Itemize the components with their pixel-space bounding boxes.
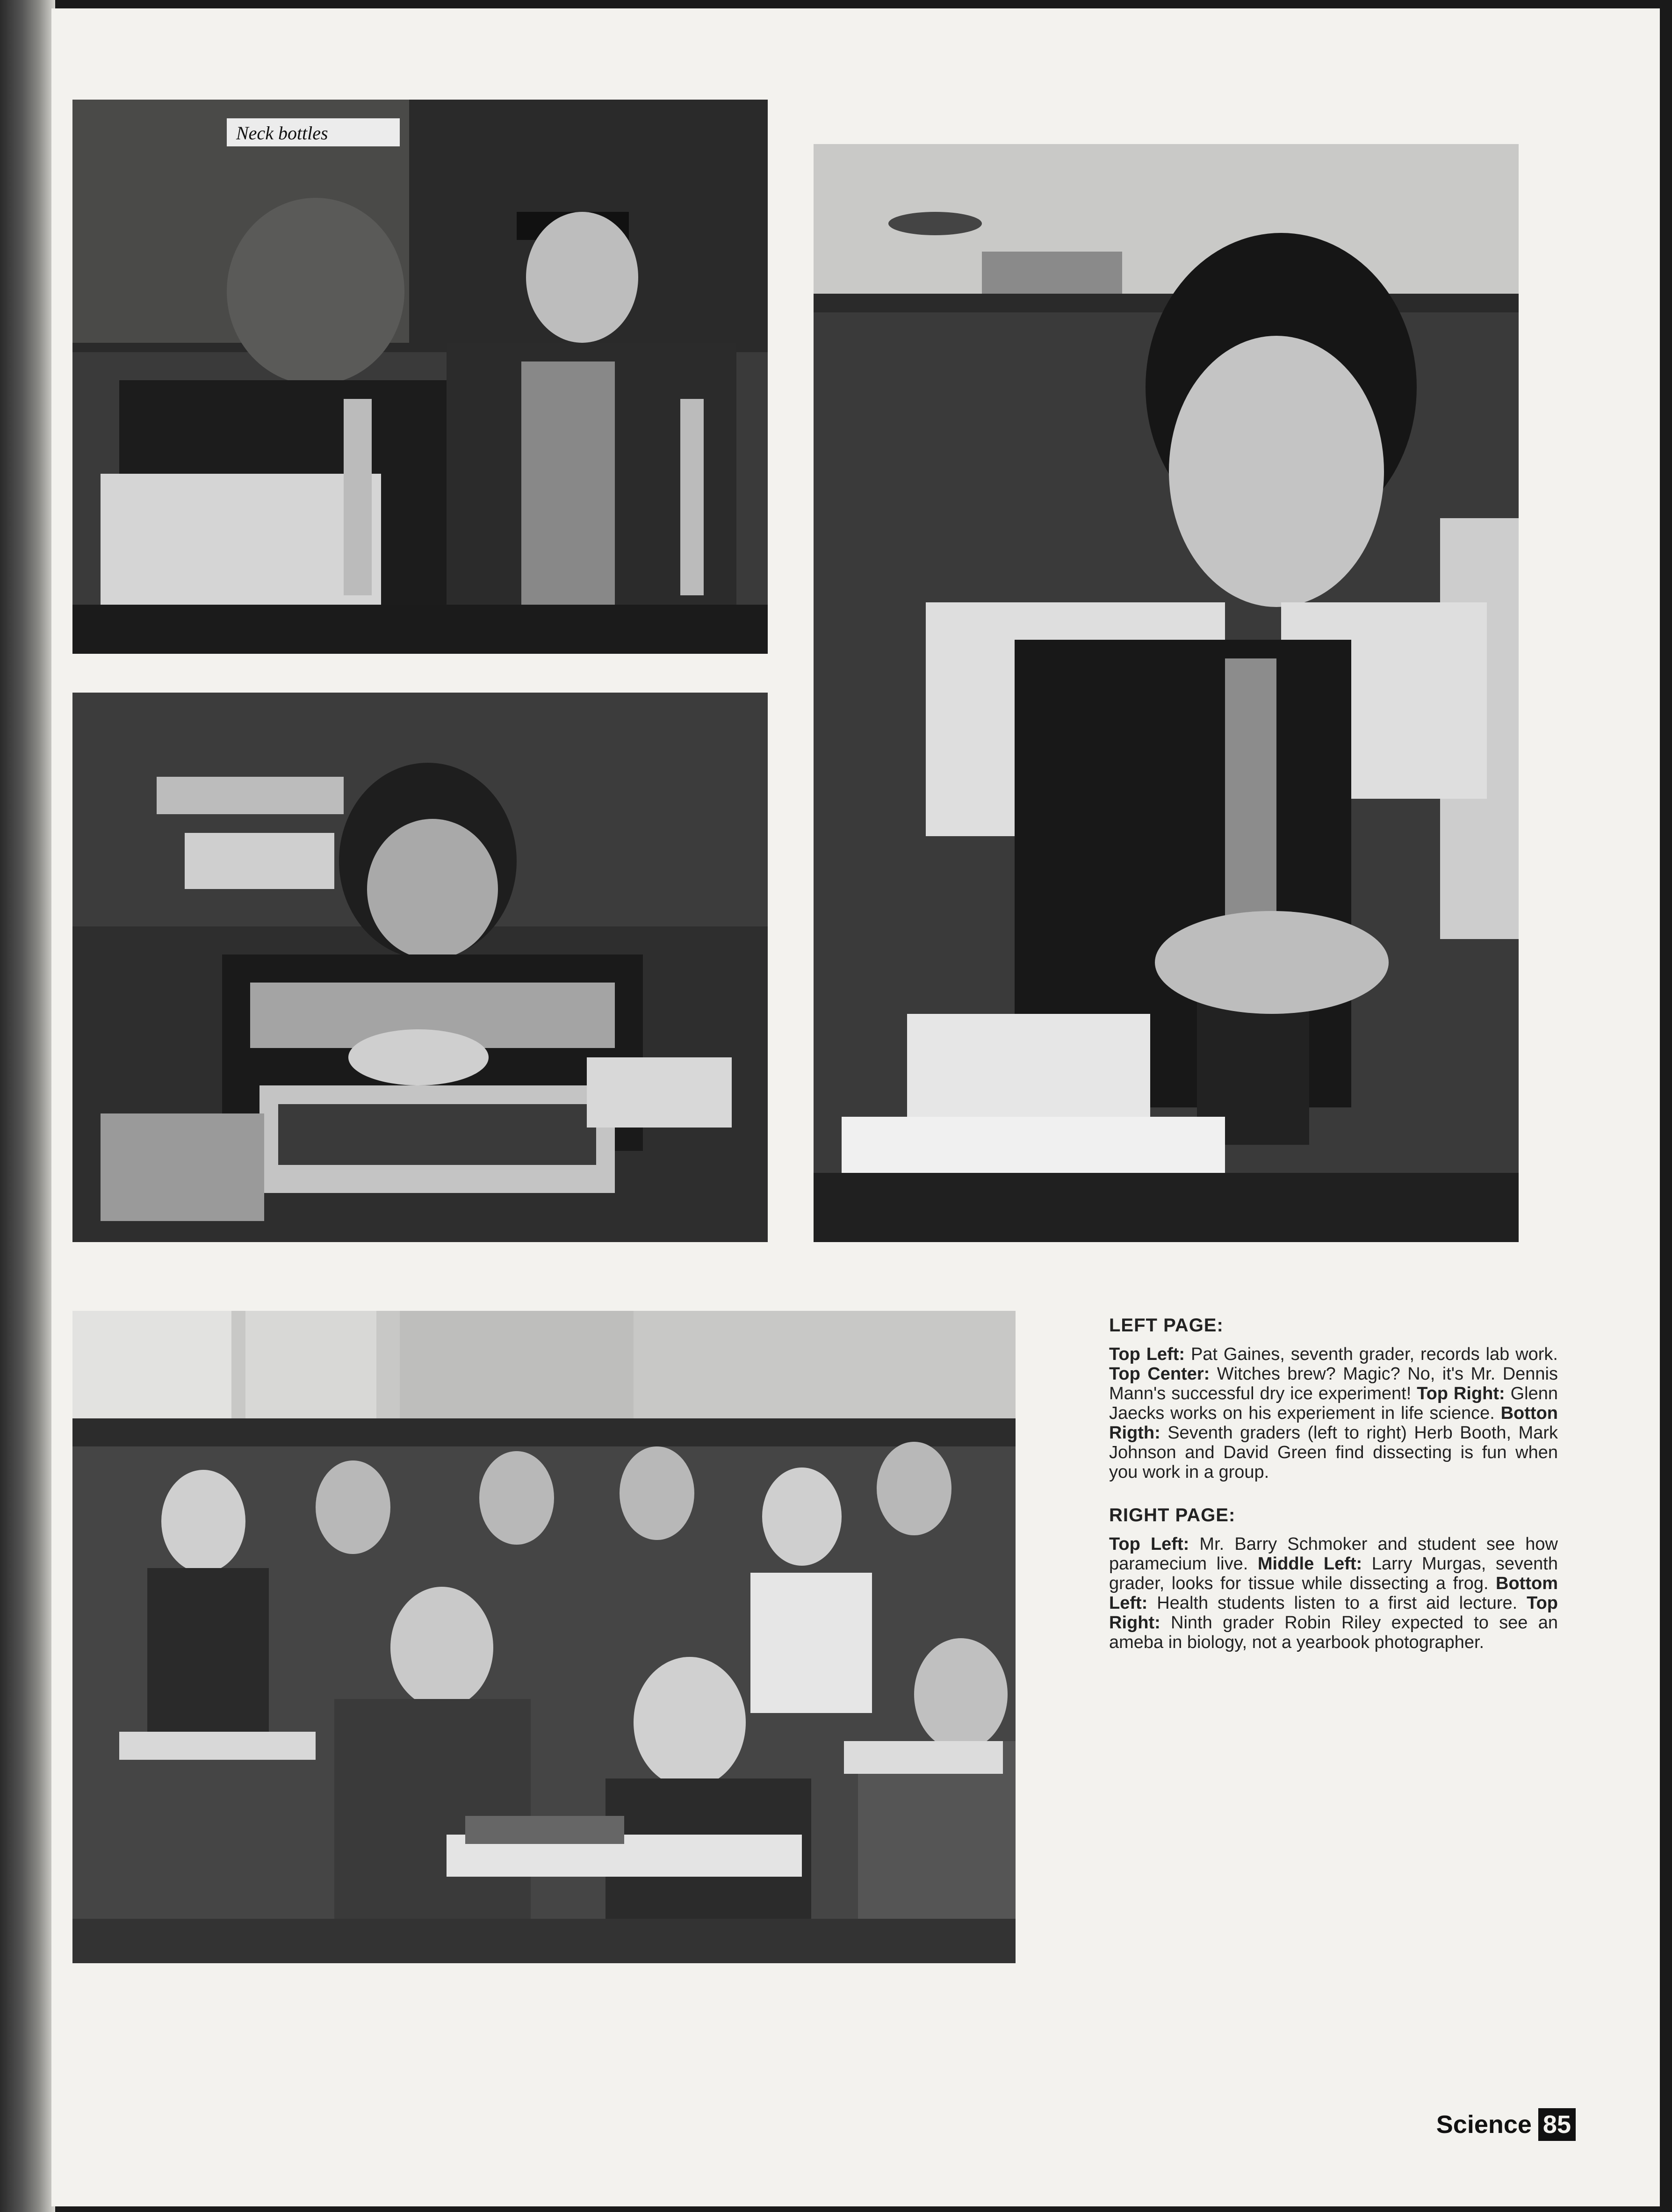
caption-text: Health students listen to a first aid lecture. xyxy=(1147,1593,1527,1613)
left-page-heading: LEFT PAGE: xyxy=(1109,1315,1224,1336)
photo-health-class xyxy=(72,1311,1016,1963)
photo-dissecting-frog xyxy=(72,693,768,1242)
yearbook-page xyxy=(51,8,1660,2206)
caption-text: Larry Murgas, seventh grader, looks for tissue while dissecting a frog. xyxy=(1109,1554,1558,1593)
binding-gutter xyxy=(0,0,55,2212)
page-number: 85 xyxy=(1538,2108,1576,2141)
caption-text: Glenn Jaecks works on his experiement in life science. xyxy=(1109,1384,1558,1423)
left-page-captions xyxy=(1109,1345,1558,1482)
caption-label: Top Center: xyxy=(1109,1364,1210,1384)
cabinet-label: Neck bottles xyxy=(236,123,328,144)
caption-text: Pat Gaines, seventh grader, records lab work. xyxy=(1185,1345,1558,1364)
page-footer xyxy=(1436,2108,1576,2141)
caption-label: Botton Rigth: xyxy=(1109,1403,1558,1443)
right-page-captions xyxy=(1109,1534,1558,1652)
caption-text: Mr. Barry Schmoker and student see how paramecium live. xyxy=(1109,1534,1558,1574)
caption-column xyxy=(1109,1316,1558,1676)
right-page-heading: RIGHT PAGE: xyxy=(1109,1505,1236,1525)
caption-text: Ninth grader Robin Riley expected to see an ameba in biology, not a yearbook photographer. xyxy=(1109,1613,1558,1652)
caption-text: Witches brew? Magic? No, it's Mr. Dennis Mann's successful dry ice experiment! xyxy=(1109,1364,1558,1403)
caption-label: Top Left: xyxy=(1109,1345,1185,1364)
caption-label: Top Right: xyxy=(1417,1384,1505,1403)
photo-microscope-teacher xyxy=(72,100,768,654)
caption-label: Bottom Left: xyxy=(1109,1574,1558,1613)
photo-student-microscope xyxy=(814,144,1519,1242)
caption-label: Top Right: xyxy=(1109,1593,1558,1633)
caption-text: Seventh graders (left to right) Herb Booth, Mark Johnson and David Green find dissecting is fun when you work in a group. xyxy=(1109,1423,1558,1482)
caption-label: Top Left: xyxy=(1109,1534,1189,1554)
section-label: Science xyxy=(1436,2111,1532,2139)
caption-label: Middle Left: xyxy=(1257,1554,1362,1574)
